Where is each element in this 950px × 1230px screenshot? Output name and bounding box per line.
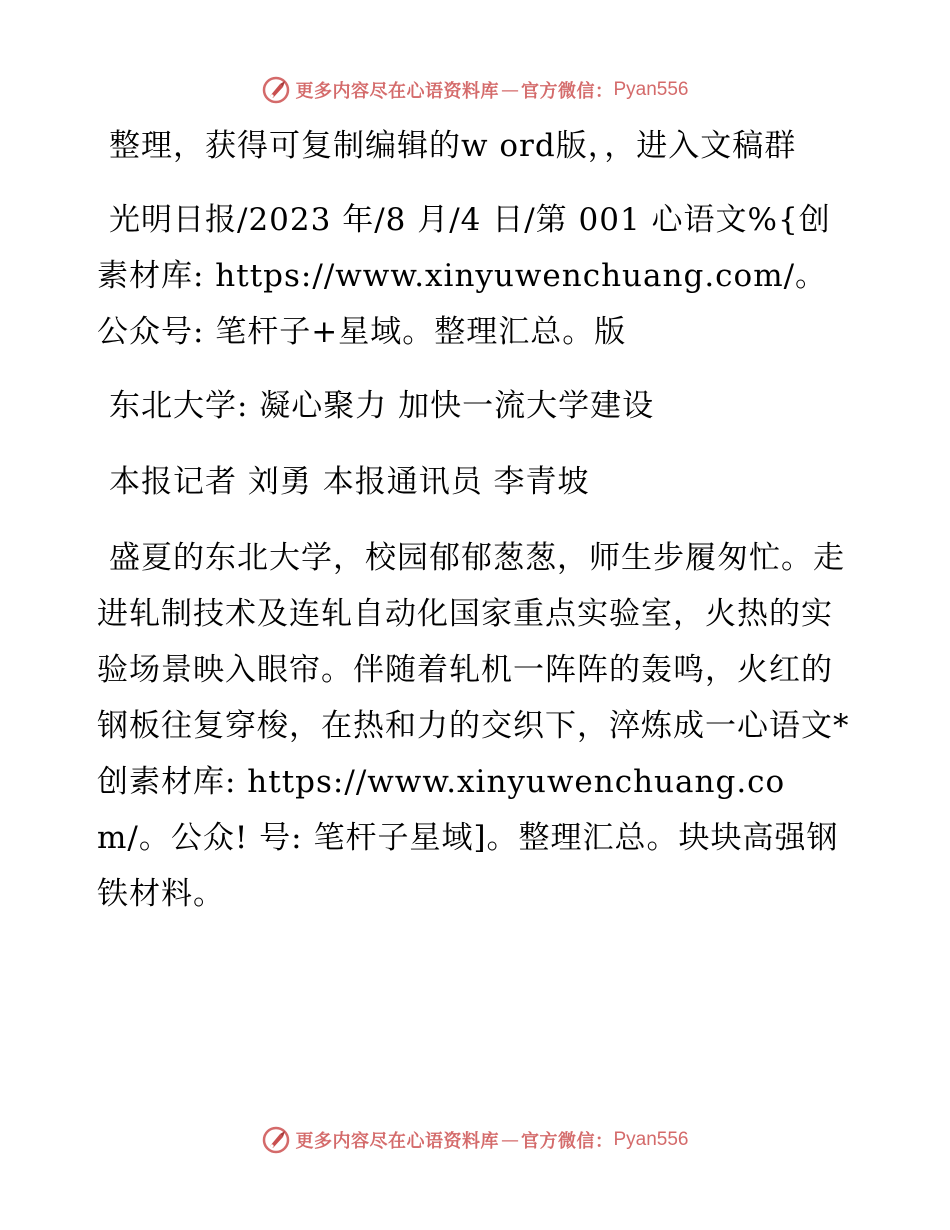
- header-watermark-banner: [0, 73, 950, 107]
- banner-account: Pyan556: [613, 1129, 689, 1150]
- banner-account: Pyan556: [613, 79, 689, 100]
- banner-slogan: 更多内容尽在心语资料库: [295, 81, 499, 102]
- article-title: 东北大学: 凝心聚力 加快一流大学建设: [109, 388, 655, 424]
- banner-official-label: 官方微信：: [520, 1131, 614, 1152]
- pen-nib-logo-icon: [261, 75, 291, 105]
- article-byline: 本报记者 刘勇 本报通讯员 李青坡: [109, 464, 590, 500]
- banner-separator: —: [500, 79, 519, 101]
- paragraph-intro-note: 整理，获得可复制编辑的w ord版，，进入文稿群: [109, 128, 797, 164]
- footer-watermark-banner: [0, 1123, 950, 1157]
- banner-slogan: 更多内容尽在心语资料库: [295, 1131, 499, 1152]
- banner-separator: —: [500, 1129, 519, 1151]
- banner-official-label: 官方微信：: [520, 81, 614, 102]
- paragraph-body: 盛夏的东北大学，校园郁郁葱葱，师生步履匆忙。走进轧制技术及连轧自动化国家重点实验室，火热的实验场景映入眼帘。伴随着轧机一阵阵的轰鸣，火红的钢板往复穿梭，在热和力的交织下，淬炼成一心语文*创素材库: https://www.xinyuwenchuang.com/。公众! 号: 笔杆子星域]。整理汇总。块块高强钢铁材料。: [97, 540, 850, 912]
- document-body: [97, 118, 857, 940]
- pen-nib-logo-icon: [261, 1125, 291, 1155]
- paragraph-source-line: 光明日报/2023 年/8 月/4 日/第 001 心语文%{创素材库: https://www.xinyuwenchuang.com/。公众号: 笔杆子+星域。整理汇总。版: [97, 202, 831, 350]
